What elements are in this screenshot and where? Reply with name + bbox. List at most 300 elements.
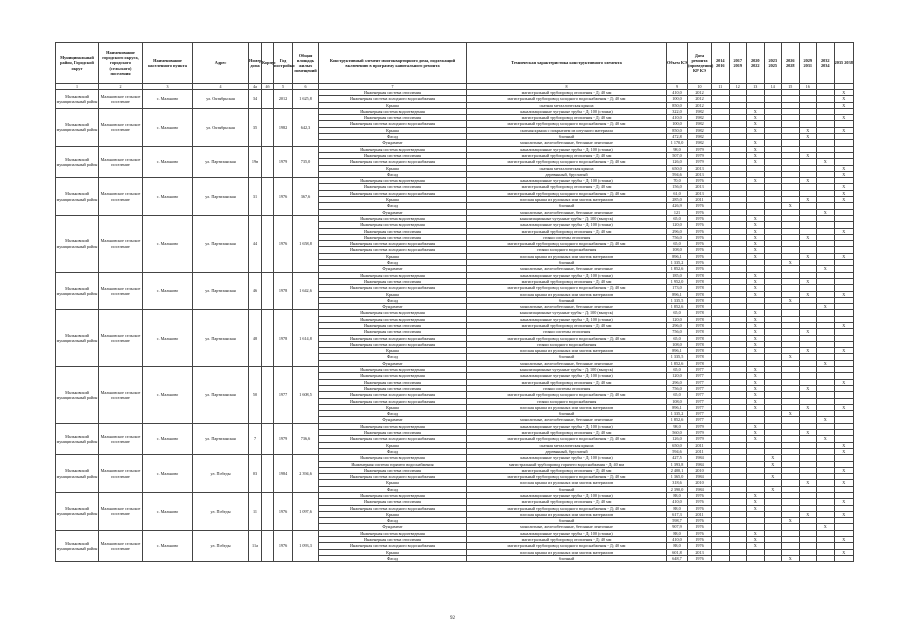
element-cell: Инженерная система водоотведения — [319, 310, 467, 316]
characteristic-cell: стояки системы отопления — [467, 385, 667, 391]
header-period-2: 2017 2019 — [729, 43, 747, 84]
period-mark: X — [799, 278, 817, 284]
volume-cell: 185,0 — [667, 272, 688, 278]
characteristic-cell: блочный — [467, 555, 667, 561]
area-cell: 367,6 — [293, 178, 319, 216]
repair-date-cell: 1976 — [688, 260, 712, 266]
header-repair-date: Дата ремонта (проведения) КР КЭ — [688, 43, 712, 84]
house-cell: 34 — [249, 90, 262, 109]
volume-cell: 65,0 — [667, 392, 688, 398]
volume-cell: 601,8 — [667, 549, 688, 555]
volume-cell: 98,0 — [667, 146, 688, 152]
repair-date-cell: 1976 — [688, 499, 712, 505]
period-mark: X — [834, 165, 854, 171]
period-mark: X — [834, 96, 854, 102]
period-mark: X — [747, 247, 765, 253]
period-mark: X — [799, 234, 817, 240]
locality-cell: с. Мальково — [143, 178, 193, 216]
repair-date-cell: 1978 — [688, 322, 712, 328]
colnum: 4а — [249, 84, 262, 90]
element-cell: Инженерная система водоотведения — [319, 530, 467, 536]
repair-date-cell: 1984 — [688, 455, 712, 461]
repair-date-cell: 1976 — [688, 555, 712, 561]
element-cell: Крыша — [319, 442, 467, 448]
characteristic-cell: блочный — [467, 260, 667, 266]
volume-cell: 1 952,0 — [667, 278, 688, 284]
period-mark: X — [834, 448, 854, 454]
element-cell: Инженерная система холодного водоснабжения — [319, 285, 467, 291]
repair-date-cell: 1982 — [688, 134, 712, 140]
header-period-7: 2032 2034 — [817, 43, 835, 84]
characteristic-cell: магистральный трубопровод отопления - Д; 40 мм — [467, 228, 667, 234]
address-cell: ул. Партизанская — [193, 272, 249, 310]
repair-date-cell: 1976 — [688, 505, 712, 511]
year-cell: 1978 — [274, 272, 293, 310]
characteristic-cell: монолитные, железобетонные, бетонные ленточные — [467, 417, 667, 423]
period-mark: X — [747, 253, 765, 259]
volume-cell: 1 852,6 — [667, 360, 688, 366]
characteristic-cell: магистральный трубопровод холодного водоснабжения - Д; 40 мм — [467, 474, 667, 480]
period-mark: X — [799, 404, 817, 410]
repair-date-cell: 1976 — [688, 203, 712, 209]
period-mark: X — [747, 121, 765, 127]
repair-date-cell: 1978 — [688, 316, 712, 322]
settlement-cell: Мальковское сельское поселение — [99, 455, 143, 493]
element-cell: Фундамент — [319, 417, 467, 423]
volume-cell: 850,0 — [667, 102, 688, 108]
characteristic-cell: канализационные чугунные трубы - Д; 100 (выпуск) — [467, 310, 667, 316]
period-mark: X — [799, 291, 817, 297]
repair-date-cell: 1976 — [688, 537, 712, 543]
header-area: Общая площадь жилых помещений — [293, 43, 319, 84]
characteristic-cell: плоская крыша из рулонных или мастик материалов — [467, 291, 667, 297]
locality-cell: с. Мальково — [143, 90, 193, 109]
element-cell: Крыша — [319, 253, 467, 259]
repair-date-cell: 1978 — [688, 348, 712, 354]
locality-cell: с. Мальково — [143, 493, 193, 531]
period-mark: X — [747, 234, 765, 240]
volume-cell: 1 852,6 — [667, 304, 688, 310]
characteristic-cell: магистральный трубопровод холодного водоснабжения - Д; 40 мм — [467, 121, 667, 127]
repair-date-cell: 1979 — [688, 423, 712, 429]
volume-cell: 756,0 — [667, 329, 688, 335]
repair-date-cell: 1978 — [688, 329, 712, 335]
address-cell: ул. Октябрьская — [193, 90, 249, 109]
district-cell: Мальковский муниципальный район — [56, 310, 99, 367]
header-element: Конструктивный элемент многоквартирного дома, подлежащий включению в программу капитального ремонта — [319, 43, 467, 84]
header-house-number: Номер дома — [249, 43, 262, 84]
colnum: 6 — [293, 84, 319, 90]
volume-cell: 594,6 — [667, 448, 688, 454]
repair-date-cell: 1979 — [688, 152, 712, 158]
element-cell: Инженерная система водоотведения — [319, 178, 467, 184]
colnum: 15 — [782, 84, 800, 90]
element-cell: Фасад — [319, 203, 467, 209]
building-cell — [262, 215, 274, 272]
characteristic-cell: деревянный, брусчатый — [467, 171, 667, 177]
element-cell: Инженерная система отопления — [319, 322, 467, 328]
characteristic-cell: скатная крыша с покрытием из штучного материала — [467, 127, 667, 133]
characteristic-cell: блочный — [467, 518, 667, 524]
settlement-cell: Мальковское сельское поселение — [99, 90, 143, 109]
period-mark: X — [817, 304, 835, 310]
repair-date-cell: 1976 — [688, 253, 712, 259]
volume-cell: 108,0 — [667, 398, 688, 404]
address-cell: ул. Партизанская — [193, 215, 249, 272]
characteristic-cell: канализационные чугунные трубы - Д; 100 (стояки) — [467, 373, 667, 379]
repair-date-cell: 1982 — [688, 115, 712, 121]
repair-date-cell: 1976 — [688, 493, 712, 499]
characteristic-cell: магистральный трубопровод холодного водоснабжения - Д; 40 мм — [467, 392, 667, 398]
characteristic-cell: деревянный, брусчатый — [467, 448, 667, 454]
element-cell: Инженерная система отопления — [319, 329, 467, 335]
element-cell: Фундамент — [319, 140, 467, 146]
repair-date-cell: 1978 — [688, 341, 712, 347]
characteristic-cell: канализационные чугунные трубы - Д; 100 (выпуск) — [467, 367, 667, 373]
characteristic-cell: блочный — [467, 486, 667, 492]
repair-date-cell: 1977 — [688, 404, 712, 410]
characteristic-cell: магистральный трубопровод холодного водоснабжения - Д; 40 мм — [467, 543, 667, 549]
volume-cell: 410,0 — [667, 537, 688, 543]
volume-cell: 120,0 — [667, 316, 688, 322]
characteristic-cell: магистральный трубопровод отопления - Д; 40 мм — [467, 152, 667, 158]
address-cell: ул. Партизанская — [193, 310, 249, 367]
element-cell: Крыша — [319, 404, 467, 410]
element-cell: Крыша — [319, 348, 467, 354]
period-mark: X — [747, 115, 765, 121]
volume-cell: 472,8 — [667, 134, 688, 140]
year-cell: 1979 — [274, 146, 293, 177]
period-mark: X — [834, 404, 854, 410]
volume-cell: 598,7 — [667, 518, 688, 524]
element-cell: Инженерная система отопления — [319, 537, 467, 543]
repair-date-cell: 1976 — [688, 518, 712, 524]
settlement-cell: Мальковское сельское поселение — [99, 146, 143, 177]
element-cell: Инженерная система водоотведения — [319, 272, 467, 278]
element-cell: Инженерная система отопления — [319, 499, 467, 505]
settlement-cell: Мальковское сельское поселение — [99, 215, 143, 272]
element-cell: Инженерная система отопления — [319, 234, 467, 240]
settlement-cell: Мальковское сельское поселение — [99, 367, 143, 424]
volume-cell: 1 335,2 — [667, 260, 688, 266]
volume-cell: 108,0 — [667, 247, 688, 253]
repair-date-cell: 1977 — [688, 392, 712, 398]
period-cell — [834, 555, 854, 561]
element-cell: Инженерная система отопления — [319, 152, 467, 158]
area-cell: 736,6 — [293, 423, 319, 454]
element-cell: Крыша — [319, 511, 467, 517]
characteristic-cell: магистральный трубопровод отопления - Д; 40 мм — [467, 278, 667, 284]
colnum: 1 — [56, 84, 99, 90]
element-cell: Инженерная система отопления — [319, 278, 467, 284]
period-mark: X — [799, 127, 817, 133]
repair-date-cell: 2010 — [688, 467, 712, 473]
district-cell: Мальковский муниципальный район — [56, 108, 99, 146]
volume-cell: 296,0 — [667, 228, 688, 234]
characteristic-cell: монолитные, железобетонные, бетонные ленточные — [467, 360, 667, 366]
element-cell: Инженерная система водоотведения — [319, 423, 467, 429]
period-mark: X — [747, 152, 765, 158]
period-mark: X — [834, 379, 854, 385]
repair-date-cell: 1979 — [688, 436, 712, 442]
characteristic-cell: блочный — [467, 354, 667, 360]
characteristic-cell: плоская крыша из рулонных или мастик материалов — [467, 511, 667, 517]
header-period-3: 2020 2022 — [747, 43, 765, 84]
period-mark: X — [834, 171, 854, 177]
element-cell: Фундамент — [319, 209, 467, 215]
characteristic-cell: магистральный трубопровод холодного водоснабжения - Д; 40 мм — [467, 159, 667, 165]
volume-cell: 65,0 — [667, 215, 688, 221]
volume-cell: 427,5 — [667, 455, 688, 461]
repair-date-cell: 1982 — [688, 108, 712, 114]
area-cell: 1 093,3 — [293, 530, 319, 561]
element-cell: Крыша — [319, 102, 467, 108]
header-district: Муниципальный район, Городской округ — [56, 43, 99, 84]
characteristic-cell: стояки холодного водоснабжения — [467, 341, 667, 347]
colnum: 16 — [799, 84, 817, 90]
settlement-cell: Мальковское сельское поселение — [99, 423, 143, 454]
house-cell: 7 — [249, 423, 262, 454]
element-cell: Фасад — [319, 134, 467, 140]
period-mark: X — [817, 266, 835, 272]
header-building: Корпус — [262, 43, 274, 84]
locality-cell: с. Мальково — [143, 310, 193, 367]
element-cell: Крыша — [319, 165, 467, 171]
address-cell: ул. Партизанская — [193, 146, 249, 177]
characteristic-cell: блочный — [467, 203, 667, 209]
element-cell: Инженерная система холодного водоснабжения — [319, 392, 467, 398]
period-mark: X — [764, 461, 782, 467]
locality-cell: с. Мальково — [143, 455, 193, 493]
period-mark: X — [782, 518, 800, 524]
colnum: 4б — [262, 84, 274, 90]
period-mark: X — [834, 549, 854, 555]
period-mark: X — [747, 385, 765, 391]
volume-cell: 318,6 — [667, 480, 688, 486]
element-cell: Инженерная система отопления — [319, 228, 467, 234]
repair-date-cell: 1982 — [688, 140, 712, 146]
district-cell: Мальковский муниципальный район — [56, 215, 99, 272]
repair-date-cell: 1977 — [688, 379, 712, 385]
area-cell: 2 394,6 — [293, 455, 319, 493]
period-mark: X — [747, 499, 765, 505]
colnum: 8 — [467, 84, 667, 90]
period-mark: X — [817, 159, 835, 165]
year-cell: 1982 — [274, 108, 293, 146]
period-mark: X — [747, 159, 765, 165]
element-cell: Инженерная система холодного водоснабжения — [319, 121, 467, 127]
element-cell: Инженерная система отопления — [319, 430, 467, 436]
year-cell: 1978 — [274, 310, 293, 367]
year-cell: 1976 — [274, 493, 293, 531]
header-row — [56, 43, 854, 84]
volume-cell: 88,0 — [667, 543, 688, 549]
period-mark: X — [747, 272, 765, 278]
area-cell: 1 642,6 — [293, 272, 319, 310]
period-mark: X — [747, 505, 765, 511]
house-cell: 50 — [249, 367, 262, 424]
period-mark: X — [799, 385, 817, 391]
volume-cell: 1 852,6 — [667, 266, 688, 272]
element-cell: Инженерная система холодного водоснабжения — [319, 335, 467, 341]
volume-cell: 70,0 — [667, 178, 688, 184]
element-cell: Фасад — [319, 297, 467, 303]
characteristic-cell: канализационные чугунные трубы - Д; 100 (стояки) — [467, 530, 667, 536]
period-mark: X — [747, 335, 765, 341]
repair-date-cell: 2011 — [688, 442, 712, 448]
element-cell: Крыша — [319, 127, 467, 133]
volume-cell: 121 — [667, 209, 688, 215]
colnum: 4 — [193, 84, 249, 90]
period-mark: X — [782, 203, 800, 209]
element-cell: Инженерная система холодного водоснабжения — [319, 436, 467, 442]
element-cell: Крыша — [319, 480, 467, 486]
header-locality: Наименование населенного пункта — [143, 43, 193, 84]
element-cell: Инженерная система отопления — [319, 184, 467, 190]
header-characteristic: Техническая характеристика конструктивного элемента — [467, 43, 667, 84]
characteristic-cell: плоская крыша из рулонных или мастик материалов — [467, 197, 667, 203]
period-mark: X — [834, 348, 854, 354]
element-cell: Инженерная система холодного водоснабжения — [319, 505, 467, 511]
period-mark: X — [834, 90, 854, 96]
repair-date-cell: 2013 — [688, 549, 712, 555]
year-cell: 1976 — [274, 215, 293, 272]
period-mark: X — [834, 537, 854, 543]
repair-date-cell: 1976 — [688, 215, 712, 221]
settlement-cell: Мальковское сельское поселение — [99, 272, 143, 310]
characteristic-cell: магистральный трубопровод отопления - Д; 40 мм — [467, 537, 667, 543]
characteristic-cell: плоская крыша из рулонных или мастик материалов — [467, 253, 667, 259]
repair-date-cell: 2012 — [688, 96, 712, 102]
period-mark: X — [747, 530, 765, 536]
volume-cell: 120,0 — [667, 222, 688, 228]
volume-cell: 426,9 — [667, 203, 688, 209]
repair-date-cell: 1977 — [688, 367, 712, 373]
period-mark: X — [834, 102, 854, 108]
element-cell: Инженерная система отопления — [319, 385, 467, 391]
period-mark: X — [834, 291, 854, 297]
characteristic-cell: канализационные чугунные трубы - Д; 100 (стояки) — [467, 493, 667, 499]
volume-cell: 126,0 — [667, 436, 688, 442]
characteristic-cell: канализационные чугунные трубы - Д; 100 (стояки) — [467, 423, 667, 429]
period-mark: X — [747, 222, 765, 228]
characteristic-cell: стояки системы отопления — [467, 234, 667, 240]
period-mark: X — [747, 398, 765, 404]
colnum: 9 — [667, 84, 688, 90]
building-cell — [262, 272, 274, 310]
repair-date-cell: 1982 — [688, 121, 712, 127]
period-mark: X — [747, 537, 765, 543]
district-cell: Мальковский муниципальный район — [56, 272, 99, 310]
settlement-cell: Мальковское сельское поселение — [99, 310, 143, 367]
element-cell: Инженерная система горячего водоснабжения — [319, 461, 467, 467]
volume-cell: 410,0 — [667, 499, 688, 505]
colnum: 2 — [99, 84, 143, 90]
repair-date-cell: 1978 — [688, 285, 712, 291]
table-body — [56, 90, 854, 562]
element-cell: Фундамент — [319, 266, 467, 272]
characteristic-cell: магистральный трубопровод горячего водоснабжения - Д; 40 мм — [467, 461, 667, 467]
area-cell: 1 614,8 — [293, 310, 319, 367]
characteristic-cell: канализационные чугунные трубы - Д; 100 (стояки) — [467, 146, 667, 152]
repair-date-cell: 1976 — [688, 178, 712, 184]
repair-date-cell: 1977 — [688, 373, 712, 379]
element-cell: Инженерная система водоотведения — [319, 367, 467, 373]
characteristic-cell: монолитные, железобетонные, бетонные ленточные — [467, 524, 667, 530]
period-mark: X — [834, 322, 854, 328]
building-cell — [262, 423, 274, 454]
header-year: Год постройки — [274, 43, 293, 84]
repair-date-cell: 2012 — [688, 90, 712, 96]
characteristic-cell: магистральный трубопровод отопления - Д; 40 мм — [467, 322, 667, 328]
volume-cell: 296,0 — [667, 379, 688, 385]
period-cell — [799, 555, 817, 561]
capital-repair-table — [55, 42, 854, 562]
volume-cell: 1 335,5 — [667, 354, 688, 360]
period-mark: X — [799, 329, 817, 335]
period-mark: X — [799, 197, 817, 203]
characteristic-cell: монолитные, железобетонные, бетонные ленточные — [467, 266, 667, 272]
address-cell: ул. Победы — [193, 493, 249, 531]
area-cell: 1 658,8 — [293, 215, 319, 272]
year-cell: 1979 — [274, 423, 293, 454]
document-sheet — [55, 42, 851, 562]
period-mark: X — [747, 215, 765, 221]
characteristic-cell: магистральный трубопровод холодного водоснабжения - Д; 40 мм — [467, 241, 667, 247]
characteristic-cell: канализационные чугунные трубы - Д; 100 (стояки) — [467, 222, 667, 228]
repair-date-cell: 1976 — [688, 524, 712, 530]
period-cell — [712, 555, 730, 561]
period-mark: X — [817, 209, 835, 215]
area-cell: 1 625,8 — [293, 90, 319, 109]
district-cell: Мальковский муниципальный район — [56, 530, 99, 561]
period-cell — [817, 555, 835, 561]
characteristic-cell: магистральный трубопровод отопления - Д; 40 мм — [467, 379, 667, 385]
repair-date-cell: 1976 — [688, 247, 712, 253]
period-mark: X — [747, 316, 765, 322]
period-mark: X — [834, 127, 854, 133]
house-cell: 03 — [249, 455, 262, 493]
period-cell — [747, 555, 765, 561]
volume-cell: 88,0 — [667, 505, 688, 511]
settlement-cell: Мальковское сельское поселение — [99, 493, 143, 531]
volume-cell: 65,0 — [667, 310, 688, 316]
characteristic-cell: блочный — [467, 297, 667, 303]
period-mark: X — [747, 278, 765, 284]
period-mark: X — [834, 511, 854, 517]
locality-cell: с. Мальково — [143, 423, 193, 454]
building-cell — [262, 530, 274, 561]
repair-date-cell: 2013 — [688, 190, 712, 196]
element-cell: Фасад — [319, 260, 467, 266]
house-cell: 31 — [249, 178, 262, 216]
house-cell: 11 — [249, 493, 262, 531]
period-mark: X — [799, 348, 817, 354]
volume-cell: 907,9 — [667, 524, 688, 530]
characteristic-cell: магистральный трубопровод отопления - Д; 40 мм — [467, 467, 667, 473]
repair-date-cell: 1978 — [688, 354, 712, 360]
period-mark: X — [799, 511, 817, 517]
year-cell: 1977 — [274, 367, 293, 424]
element-cell: Инженерная система отопления — [319, 379, 467, 385]
header-period-4: 2023 2025 — [764, 43, 782, 84]
element-cell: Фундамент — [319, 304, 467, 310]
element-cell: Инженерная система холодного водоснабжения — [319, 190, 467, 196]
element-cell: Фасад — [319, 448, 467, 454]
volume-cell: 896,1 — [667, 404, 688, 410]
element-cell: Инженерная система холодного водоснабжения — [319, 398, 467, 404]
period-mark: X — [747, 543, 765, 549]
